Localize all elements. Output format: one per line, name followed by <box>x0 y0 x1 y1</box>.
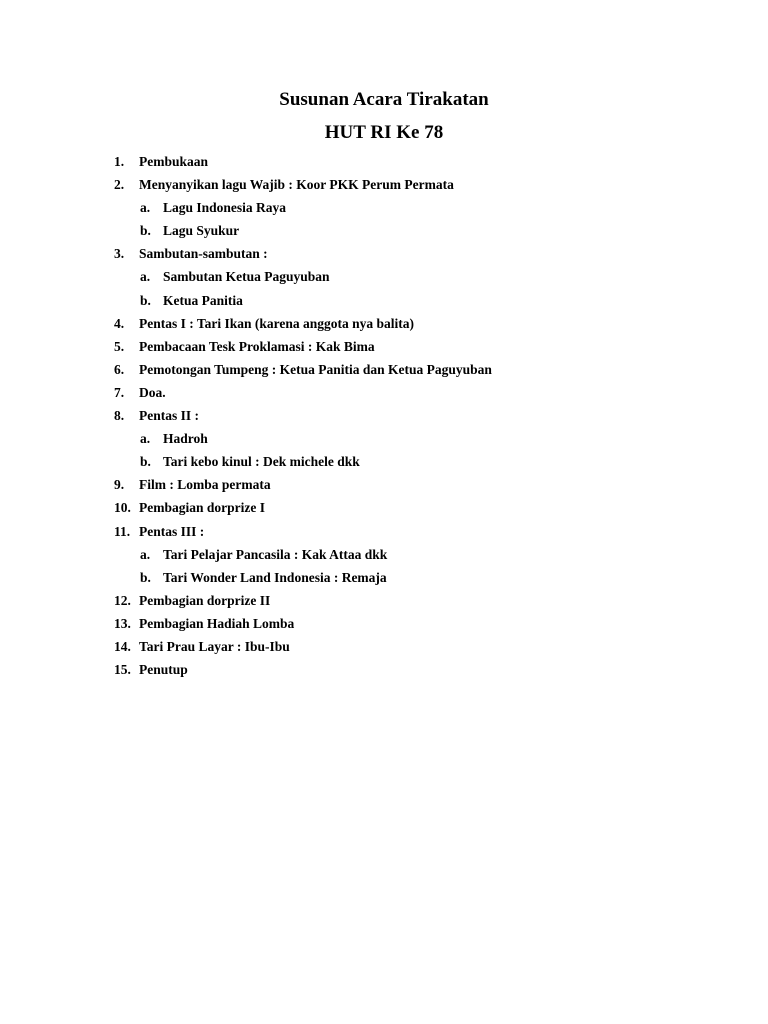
agenda-subitem <box>114 450 674 473</box>
agenda-subitem <box>114 566 674 589</box>
title-block <box>0 88 768 145</box>
agenda-item <box>114 404 674 427</box>
agenda-item <box>114 520 674 543</box>
item-number: 12. <box>114 592 131 608</box>
item-number: 4. <box>114 315 125 331</box>
agenda-item <box>114 242 674 265</box>
item-text: Pembagian dorprize I <box>139 500 265 516</box>
item-number: 2. <box>114 177 125 193</box>
subitem-text: Tari Pelajar Pancasila : Kak Attaa dkk <box>163 546 388 562</box>
agenda-item <box>114 358 674 381</box>
item-number: 7. <box>114 384 125 400</box>
item-text: Film : Lomba permata <box>139 477 271 493</box>
agenda-subitem <box>114 265 674 288</box>
agenda-item <box>114 496 674 519</box>
agenda-item <box>114 312 674 335</box>
agenda-item <box>114 150 674 173</box>
item-number: 3. <box>114 246 125 262</box>
subitem-text: Ketua Panitia <box>163 292 243 308</box>
item-text: Pentas III : <box>139 523 205 539</box>
agenda-subitem <box>114 219 674 242</box>
agenda-item <box>114 381 674 404</box>
agenda-subitem <box>114 427 674 450</box>
item-text: Tari Prau Layar : Ibu-Ibu <box>139 638 290 654</box>
item-text: Pembukaan <box>139 154 209 169</box>
subitem-letter: a. <box>140 269 151 285</box>
agenda-item <box>114 335 674 358</box>
item-number: 5. <box>114 338 125 354</box>
subitem-text: Lagu Indonesia Raya <box>163 200 287 216</box>
document-subtitle: HUT RI Ke 78 <box>324 122 444 143</box>
item-number: 8. <box>114 408 125 424</box>
subitem-text: Sambutan Ketua Paguyuban <box>163 269 330 285</box>
item-number: 11. <box>114 523 131 539</box>
item-number: 6. <box>114 361 125 377</box>
agenda-list <box>114 150 674 681</box>
subitem-text: Lagu Syukur <box>163 223 240 239</box>
item-text: Pentas I : Tari Ikan (karena anggota nya balita) <box>139 315 415 331</box>
item-text: Pembacaan Tesk Proklamasi : Kak Bima <box>139 338 375 354</box>
subitem-text: Tari Wonder Land Indonesia : Remaja <box>163 569 387 585</box>
item-text: Menyanyikan lagu Wajib : Koor PKK Perum Permata <box>139 177 454 193</box>
item-text: Sambutan-sambutan : <box>139 246 268 262</box>
item-text: Pemotongan Tumpeng : Ketua Panitia dan Ketua Paguyuban <box>139 361 492 377</box>
agenda-subitem <box>114 289 674 312</box>
item-number: 1. <box>114 154 125 169</box>
item-text: Pentas II : <box>139 408 199 424</box>
agenda-item <box>114 473 674 496</box>
subitem-letter: a. <box>140 431 151 447</box>
agenda-item <box>114 635 674 658</box>
item-number: 10. <box>114 500 131 516</box>
item-number: 9. <box>114 477 125 493</box>
subitem-text: Hadroh <box>163 431 208 447</box>
agenda-item <box>114 612 674 635</box>
item-text: Pembagian Hadiah Lomba <box>139 615 295 631</box>
item-number: 14. <box>114 638 131 654</box>
item-number: 15. <box>114 662 131 678</box>
subitem-letter: b. <box>140 223 151 239</box>
agenda-item <box>114 173 674 196</box>
item-number: 13. <box>114 615 131 631</box>
item-text: Penutup <box>139 662 188 678</box>
item-text: Pembagian dorprize II <box>139 592 271 608</box>
subitem-letter: a. <box>140 546 151 562</box>
subitem-letter: b. <box>140 454 151 470</box>
document-title: Susunan Acara Tirakatan <box>279 89 489 110</box>
subitem-letter: b. <box>140 292 151 308</box>
agenda-item <box>114 589 674 612</box>
agenda-subitem <box>114 543 674 566</box>
subitem-letter: a. <box>140 200 151 216</box>
subitem-letter: b. <box>140 569 151 585</box>
agenda-item <box>114 658 674 681</box>
subitem-text: Tari kebo kinul : Dek michele dkk <box>163 454 360 470</box>
item-text: Doa. <box>139 384 166 400</box>
agenda-subitem <box>114 196 674 219</box>
